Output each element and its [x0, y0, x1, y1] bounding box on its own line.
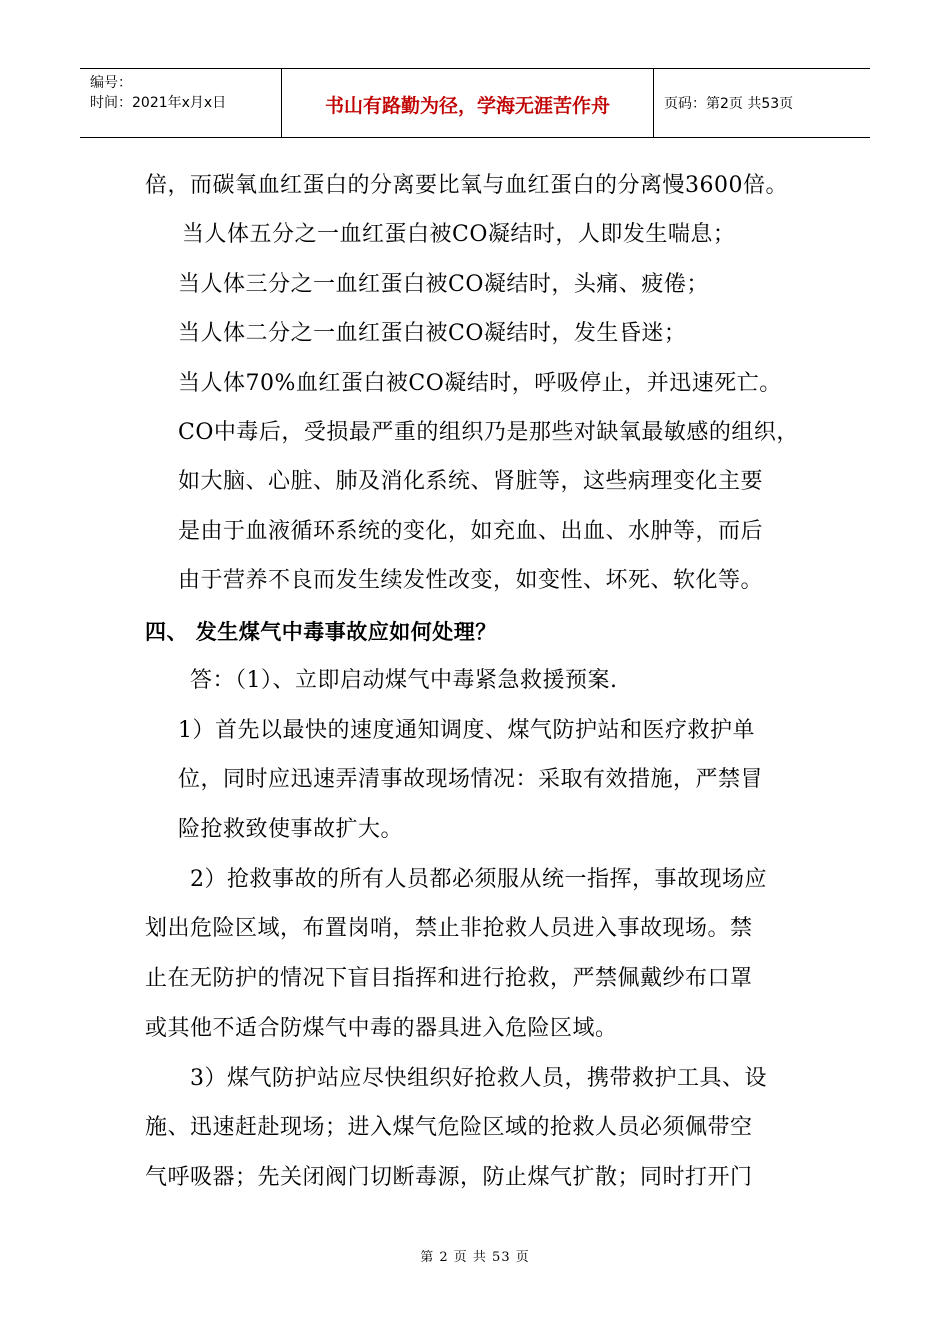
header-motto: 书山有路勤为径，学海无涯苦作舟 [282, 69, 654, 137]
body-line: 2）抢救事故的所有人员都必须服从统一指挥，事故现场应 [190, 867, 767, 892]
body-line: 如大脑、心脏、肺及消化系统、肾脏等，这些病理变化主要 [178, 469, 764, 494]
body-line: 气呼吸器；先关闭阀门切断毒源，防止煤气扩散；同时打开门 [145, 1165, 753, 1190]
body-line: 倍，而碳氧血红蛋白的分离要比氧与血红蛋白的分离慢3600倍。 [145, 173, 788, 198]
body-line: 当人体五分之一血红蛋白被CO凝结时，人即发生喘息； [182, 222, 736, 247]
body-line: 当人体三分之一血红蛋白被CO凝结时，头痛、疲倦； [178, 272, 709, 297]
body-line: 是由于血液循环系统的变化，如充血、出血、水肿等，而后 [178, 519, 764, 544]
body-line: 施、迅速赶赴现场；进入煤气危险区域的抢救人员必须佩带空 [145, 1115, 753, 1140]
body-line: 或其他不适合防煤气中毒的器具进入危险区域。 [145, 1016, 618, 1041]
body-line: 当人体70%血红蛋白被CO凝结时，呼吸停止，并迅速死亡。 [178, 371, 782, 396]
body-line: 止在无防护的情况下盲目指挥和进行抢救，严禁佩戴纱布口罩 [145, 966, 753, 991]
header-meta [80, 69, 282, 137]
body-line: CO中毒后，受损最严重的组织乃是那些对缺氧最敏感的组织， [178, 420, 799, 445]
date-label: 时间：2021年x月x日 [90, 95, 227, 111]
body-line: 由于营养不良而发生续发性改变，如变性、坏死、软化等。 [178, 568, 764, 593]
body-line: 答：（1）、立即启动煤气中毒紧急救援预案. [190, 668, 618, 693]
section-heading: 四、 发生煤气中毒事故应如何处理？ [145, 620, 497, 644]
page-footer: 第 2 页 共 53 页 [420, 1250, 530, 1265]
header-page-info: 页码：第2页 共53页 [664, 96, 794, 112]
body-line: 1）首先以最快的速度通知调度、煤气防护站和医疗救护单 [178, 718, 755, 743]
serial-label: 编号： [90, 75, 132, 91]
page-header [80, 68, 870, 138]
body-line: 位，同时应迅速弄清事故现场情况：采取有效措施，严禁冒 [178, 767, 764, 792]
body-line: 当人体二分之一血红蛋白被CO凝结时，发生昏迷； [178, 321, 687, 346]
body-line: 险抢救致使事故扩大。 [178, 817, 404, 842]
body-line: 3）煤气防护站应尽快组织好抢救人员，携带救护工具、设 [190, 1066, 767, 1091]
body-line: 划出危险区域，布置岗哨，禁止非抢救人员进入事故现场。禁 [145, 916, 753, 941]
